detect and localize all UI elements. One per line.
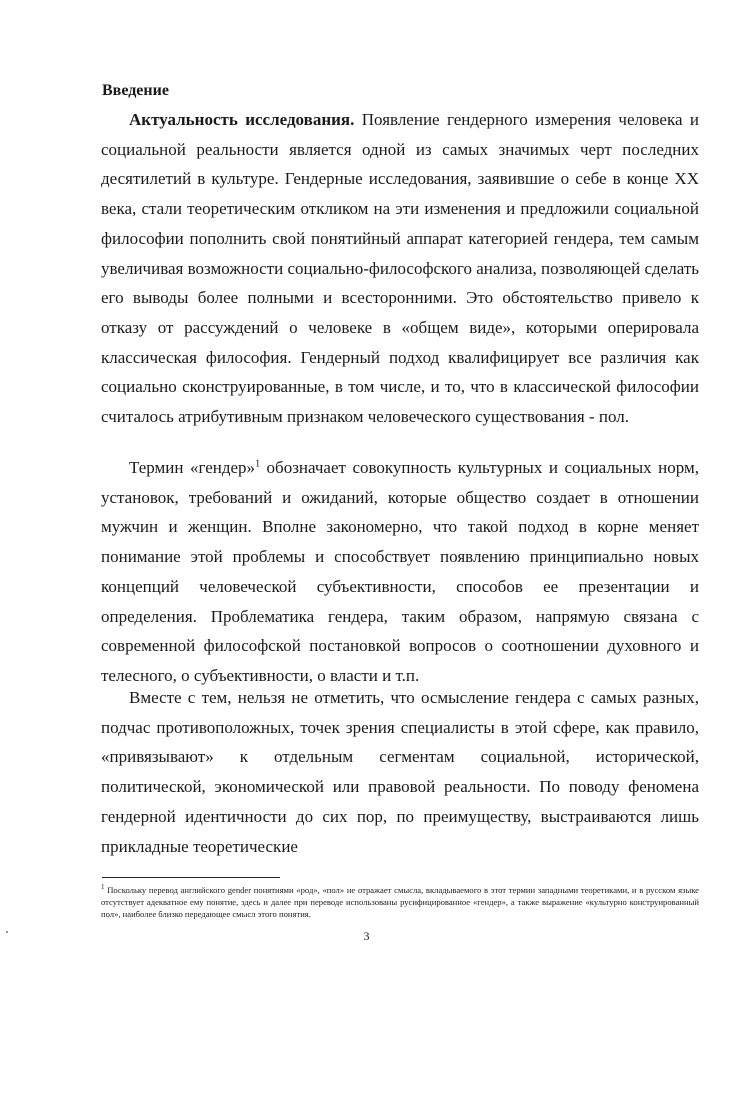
footnote-reference[interactable]: 1 [255,458,261,470]
footnote-text: Поскольку перевод английского gender понятиями «род», «пол» не отражает смысла, вкладываемого в этот термин западными теоретиками, и в русском языке отсутствует адекватное ему понятие, здесь и далее при переводе использованы русифицированное «гендер», а также выражение «культурно конструированный пол», наиболее близко передающее смысл этого понятия. [101,885,699,919]
paragraph-perspectives [101,683,699,861]
footnote-marker: 1 [101,883,105,892]
footnote-divider [102,877,280,878]
paragraph-text: Вместе с тем, нельзя не отметить, что осмысление гендера с самых разных, подчас противоположных, точек зрения специалисты в этой сфере, как правило, «привязывают» к отдельным сегментам социальной, исторической, политической, экономической или правовой реальности. По поводу феномена гендерной идентичности до сих пор, по преимуществу, выстраиваются лишь прикладные теоретические [101,688,699,856]
paragraph-text: обозначает совокупность культурных и социальных норм, установок, требований и ожиданий, которые общество создает в отношении мужчин и женщин. Вполне закономерно, что такой подход в корне меняет понимание этой проблемы и способствует появлению принципиально новых концепций человеческой субъективности, способов ее презентации и определения. Проблематика гендера, таким образом, напрямую связана с современной философской постановкой вопросов о соотношении духовного и телесного, о субъективности, о власти и т.п. [101,458,699,685]
scan-speck [6,931,8,933]
paragraph-gender-term [101,453,699,691]
paragraph-lead: Термин «гендер» [129,458,256,477]
page-number: 3 [363,929,370,943]
paragraph-lead-bold: Актуальность исследования. [129,110,355,129]
paragraph-text: Появление гендерного измерения человека и социальной реальности является одной из самых значимых черт последних десятилетий в культуре. Гендерные исследования, заявившие о себе в конце XX века, стали теоретическим откликом на эти изменения и предложили социальной философии пополнить свой понятийный аппарат категорией гендера, тем самым увеличивая возможности социально-философского анализа, позволяющей сделать его выводы более полными и всесторонними. Это обстоятельство привело к отказу от рассуждений о человеке в «общем виде», которыми оперировала классическая философия. Гендерный подход квалифицирует все различия как социально сконструированные, в том числе, и то, что в классической философии считалось атрибутивным признаком человеческого существования - пол. [101,110,699,427]
footnote [101,884,699,920]
paragraph-relevance [101,105,699,432]
section-heading: Введение [102,82,169,99]
